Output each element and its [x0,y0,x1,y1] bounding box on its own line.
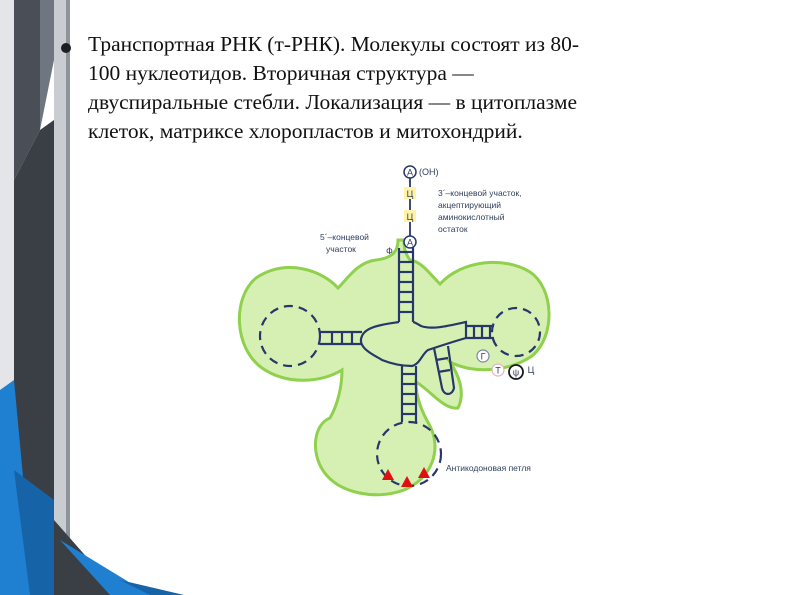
nucleotide-a2: А [406,237,414,248]
text-line: двуспиральные стебли. Локализация — в цитоплазме [88,90,577,114]
text-line: клеток, матриксе хлоропластов и митохондрий. [88,119,523,143]
label-3end-line: акцептирующий [438,200,501,210]
nucleotide-a-top: А [406,167,414,178]
text-line: Транспортная РНК (т-РНК). Молекулы состоят из 80- [88,32,580,56]
nucleotide-psi: ψ [512,367,520,378]
label-3end-line: аминокислотный [438,212,505,222]
label-5end-line: 5´–концевой [320,232,369,242]
nucleotide-c1: Ц [406,189,414,199]
text-line: 100 нуклеотидов. Вторичная структура — [88,61,474,85]
bullet-icon [61,43,71,53]
label-3end [438,188,522,234]
oh-end-label: (ОН) [419,167,439,177]
label-5end [320,232,369,254]
nucleotide-g: Г [480,351,486,362]
nucleotide-phi: Ф [386,246,393,256]
label-anticodon-loop: Антикодоновая петля [446,463,531,473]
label-5end-line: участок [326,244,356,254]
nucleotide-c3: Ц [527,365,535,375]
nucleotide-c2: Ц [406,212,414,222]
slide-body-text [88,30,728,146]
terminal-nucleotides [386,166,439,256]
label-3end-line: 3´–концевой участок, [438,188,522,198]
trna-cloverleaf-diagram [226,160,566,500]
label-3end-line: остаток [438,224,468,234]
nucleotide-t: Т [495,365,501,376]
